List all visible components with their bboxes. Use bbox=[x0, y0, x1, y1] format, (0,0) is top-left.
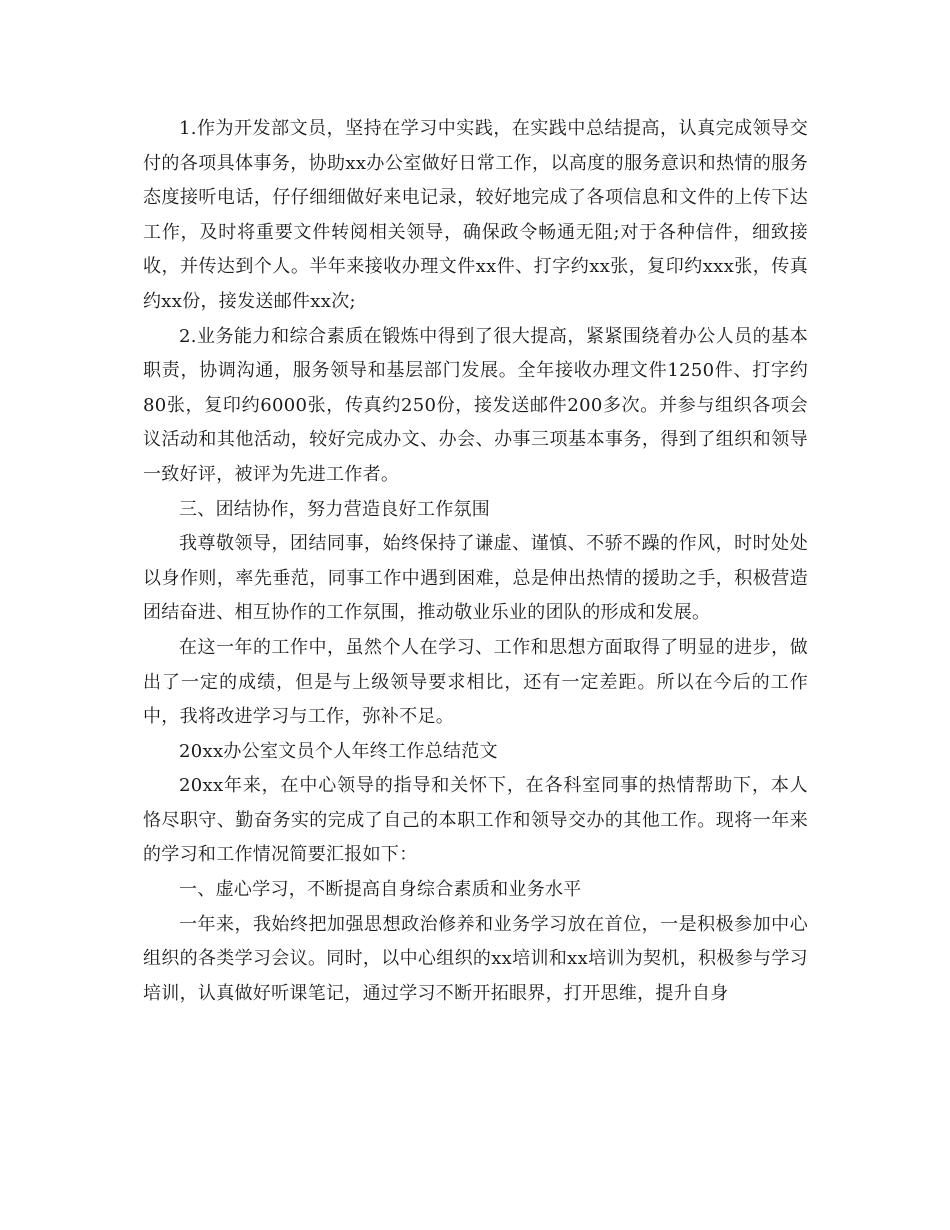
paragraph-intro: 20xx年来，在中心领导的指导和关怀下，在各科室同事的热情帮助下，本人恪尽职守、勤奋务实的完成了自己的本职工作和领导交办的其他工作。现将一年来的学习和工作情况简要汇报如下： bbox=[143, 775, 808, 866]
article-title: 20xx办公室文员个人年终工作总结范文 bbox=[179, 740, 498, 762]
paragraph-work-item-1: 1.作为开发部文员，坚持在学习中实践，在实践中总结提高，认真完成领导交付的各项具体事务，协助xx办公室做好日常工作，以高度的服务意识和热情的服务态度接听电话，仔仔细细做好来电记录，较好地完成了各项信息和文件的上传下达工作，及时将重要文件转阅相关领导，确保政令畅通无阻;对于各种信件，细致接收，并传达到个人。半年来接收办理文件xx件、打字约xx张，复印约xxx张，传真约xx份，接发送邮件xx次; bbox=[143, 118, 808, 312]
paragraph-learning: 一年来，我始终把加强思想政治修养和业务学习放在首位，一是积极参加中心组织的各类学习会议。同时，以中心组织的xx培训和xx培训为契机，积极参与学习培训，认真做好听课笔记，通过学习不断开拓眼界，打开思维，提升自身 bbox=[143, 913, 808, 1004]
paragraph-summary: 在这一年的工作中，虽然个人在学习、工作和思想方面取得了明显的进步，做出了一定的成绩，但是与上级领导要求相比，还有一定差距。所以在今后的工作中，我将改进学习与工作，弥补不足。 bbox=[143, 636, 808, 728]
paragraph-teamwork: 我尊敬领导，团结同事，始终保持了谦虚、谨慎、不骄不躁的作风，时时处处以身作则，率先垂范，同事工作中遇到困难，总是伸出热情的援助之手，积极营造团结奋进、相互协作的工作氛围，推动敬业乐业的团队的形成和发展。 bbox=[143, 533, 808, 624]
document-body bbox=[143, 112, 808, 1011]
section-heading-learning: 一、虚心学习，不断提高自身综合素质和业务水平 bbox=[179, 879, 582, 901]
paragraph-work-item-2: 2.业务能力和综合素质在锻炼中得到了很大提高，紧紧围绕着办公人员的基本职责，协调沟通，服务领导和基层部门发展。全年接收办理文件1250件、打字约80张，复印约6000张，传真约250份，接发送邮件200多次。并参与组织各项会议活动和其他活动，较好完成办文、办会、办事三项基本事务，得到了组织和领导一致好评，被评为先进工作者。 bbox=[143, 325, 808, 485]
section-heading-teamwork: 三、团结协作，努力营造良好工作氛围 bbox=[179, 498, 491, 520]
